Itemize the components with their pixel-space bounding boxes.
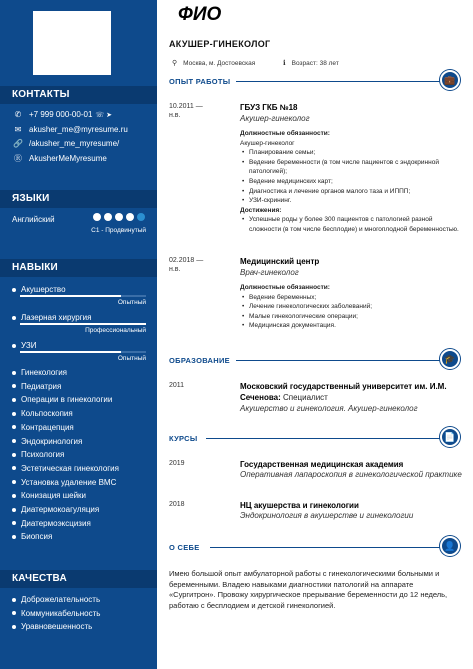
candidate-name: ФИО bbox=[178, 4, 222, 25]
link-icon: 🔗 bbox=[13, 139, 23, 148]
quality-item bbox=[12, 622, 92, 631]
bullet-icon bbox=[12, 384, 16, 388]
contact-link[interactable] bbox=[12, 139, 119, 148]
course-provider: Государственная медицинская академия bbox=[240, 460, 404, 469]
achievements-list bbox=[240, 215, 462, 234]
course-year: 2018 bbox=[169, 501, 185, 508]
bullet-icon bbox=[12, 521, 16, 525]
list-item: • УЗИ-скрининг. bbox=[240, 196, 462, 206]
skill-label: Диатермокоагуляция bbox=[21, 505, 100, 514]
skill-item bbox=[12, 450, 64, 459]
skill-label: Лазерная хирургия bbox=[21, 313, 92, 322]
contact-phone[interactable] bbox=[12, 110, 112, 119]
skill-label: Диатермоэксцизия bbox=[21, 518, 91, 528]
about-heading: О СЕБЕ bbox=[169, 543, 200, 552]
skills-heading: НАВЫКИ bbox=[0, 259, 157, 277]
rating-dot bbox=[137, 213, 145, 221]
skill-label: Эстетическая гинекология bbox=[21, 463, 119, 473]
location-text: Москва, м. Достоевская bbox=[183, 59, 256, 67]
experience-date: 10.2011 — н.в. bbox=[169, 103, 203, 119]
skype-icon: Ⓡ bbox=[14, 154, 22, 163]
position: Акушер-гинеколог bbox=[240, 114, 310, 123]
education-heading: ОБРАЗОВАНИЕ bbox=[169, 356, 230, 365]
course-item bbox=[240, 500, 462, 521]
employer: ГБУЗ ГКБ №18 bbox=[240, 103, 298, 112]
skill-item bbox=[12, 464, 119, 473]
bullet-icon bbox=[12, 466, 16, 470]
duties-intro: Акушер-гинеколог bbox=[240, 139, 295, 147]
divider bbox=[206, 438, 440, 439]
skill-label: Кольпоскопия bbox=[21, 409, 73, 419]
graduation-cap-icon: 🎓 bbox=[440, 349, 460, 369]
skill-item bbox=[12, 478, 116, 487]
courses-heading: КУРСЫ bbox=[169, 434, 198, 443]
skill-label: Контрацепция bbox=[21, 422, 74, 432]
briefcase-icon: 💼 bbox=[440, 70, 460, 90]
user-icon: 👤 bbox=[440, 536, 460, 556]
rating-dot bbox=[126, 213, 134, 221]
skill-bar-fill bbox=[20, 295, 121, 297]
skill-label: УЗИ bbox=[21, 341, 37, 350]
skype-text: AkusherMeMyresume bbox=[29, 154, 107, 163]
skill-label: Установка удаление ВМС bbox=[21, 477, 117, 487]
location bbox=[172, 59, 255, 67]
age bbox=[283, 59, 339, 67]
bullet-icon bbox=[12, 398, 16, 402]
skill-item bbox=[12, 423, 74, 432]
rating-dot bbox=[104, 213, 112, 221]
skill-item bbox=[12, 368, 67, 377]
list-item: • Медицинская документация. bbox=[240, 321, 462, 331]
email-text: akusher_me@myresume.ru bbox=[29, 125, 128, 134]
list-item: • Ведение беременности (в том числе пациентов с эндокринной патологией); bbox=[240, 158, 462, 177]
bullet-icon bbox=[12, 611, 16, 615]
rating-dot bbox=[115, 213, 123, 221]
bullet-icon bbox=[12, 535, 16, 539]
skill-item bbox=[12, 519, 91, 528]
education-year: 2011 bbox=[169, 382, 185, 389]
contacts-heading: КОНТАКТЫ bbox=[0, 86, 157, 104]
list-item: • Лечение гинекологических заболеваний; bbox=[240, 302, 462, 312]
bullet-icon bbox=[12, 412, 16, 416]
skill-item bbox=[12, 532, 52, 541]
job-title: АКУШЕР-ГИНЕКОЛОГ bbox=[169, 39, 271, 49]
quality-label: Коммуникабельность bbox=[21, 608, 101, 618]
bullet-icon bbox=[12, 288, 16, 292]
divider bbox=[236, 360, 440, 361]
sidebar bbox=[0, 0, 157, 669]
degree: Специалист bbox=[280, 393, 328, 402]
position: Врач-гинеколог bbox=[240, 268, 299, 277]
quality-item bbox=[12, 609, 100, 618]
course-item bbox=[240, 459, 462, 480]
bullet-icon bbox=[12, 598, 16, 602]
profile-photo bbox=[33, 11, 111, 75]
list-item: • Малые гинекологические операции; bbox=[240, 312, 462, 322]
skill-level: Профессиональный bbox=[85, 327, 146, 334]
language-rating bbox=[93, 213, 145, 221]
skill-label: Операции в гинекологии bbox=[21, 395, 113, 405]
university: Московский государственный университет им. И.М. Сеченова: bbox=[240, 382, 447, 402]
divider bbox=[236, 81, 440, 82]
skill-label: Психология bbox=[21, 450, 65, 460]
list-item: • Ведение медицинских карт; bbox=[240, 177, 462, 187]
bullet-icon bbox=[12, 494, 16, 498]
skill-label: Биопсия bbox=[21, 532, 53, 542]
list-item: • Успешные роды у более 300 пациентов с патологией разной сложности (в том числе бесплодие) и многоплодной беременностью. bbox=[240, 215, 462, 234]
duties-list bbox=[240, 148, 462, 206]
skill-item bbox=[12, 409, 73, 418]
skill-item bbox=[12, 382, 61, 391]
contact-email[interactable] bbox=[12, 125, 128, 134]
skill-label: Эндокринология bbox=[21, 436, 83, 446]
info-icon: ℹ bbox=[283, 60, 286, 67]
email-icon: ✉ bbox=[14, 125, 22, 134]
employer: Медицинский центр bbox=[240, 257, 320, 266]
age-text: Возраст: 38 лет bbox=[291, 59, 339, 67]
skill-level: Опытный bbox=[117, 299, 146, 306]
skill-bar-fill bbox=[20, 351, 121, 353]
list-item: • Ведение беременных; bbox=[240, 293, 462, 303]
language-level: С1 - Продвинутый bbox=[91, 227, 146, 234]
skill-level: Опытный bbox=[117, 355, 146, 362]
bullet-icon bbox=[12, 344, 16, 348]
course-name: Эндокринология в акушерстве и гинекологии bbox=[240, 511, 414, 520]
course-name: Оперативная лапароскопия в гинекологической практике bbox=[240, 470, 462, 479]
education-item bbox=[240, 381, 462, 415]
list-item: • Диагностика и лечение органов малого таза и ИППП; bbox=[240, 187, 462, 197]
course-year: 2019 bbox=[169, 460, 185, 467]
duties-list bbox=[240, 293, 462, 331]
telegram-icon: ➤ bbox=[106, 111, 113, 119]
duties-label: Должностные обязанности: bbox=[240, 284, 330, 291]
qualities-heading: КАЧЕСТВА bbox=[0, 570, 157, 588]
contact-skype[interactable] bbox=[12, 153, 107, 164]
skill-item bbox=[12, 395, 112, 404]
achievements-label: Достижения: bbox=[240, 206, 282, 214]
experience-date: 02.2018 — н.в. bbox=[169, 257, 204, 273]
language-name: Английский bbox=[12, 215, 55, 224]
bullet-icon bbox=[12, 508, 16, 512]
skill-item bbox=[12, 491, 86, 500]
whatsapp-icon: ☏ bbox=[95, 111, 105, 119]
skill-label: Гинекология bbox=[21, 368, 68, 377]
bullet-icon bbox=[12, 625, 16, 629]
skill-label: Конизация шейки bbox=[21, 491, 87, 501]
course-provider: НЦ акушерства и гинекологии bbox=[240, 501, 359, 510]
skill-item bbox=[12, 437, 82, 446]
skill-item bbox=[12, 505, 99, 514]
bullet-icon bbox=[12, 371, 16, 375]
document-icon: 📄 bbox=[440, 427, 460, 447]
duties-label: Должностные обязанности: bbox=[240, 130, 330, 137]
skill-item bbox=[12, 341, 37, 350]
bullet-icon bbox=[12, 480, 16, 484]
experience-heading: ОПЫТ РАБОТЫ bbox=[169, 77, 231, 86]
languages-heading: ЯЗЫКИ bbox=[0, 190, 157, 208]
experience-item bbox=[240, 102, 462, 235]
divider bbox=[210, 547, 440, 548]
skill-label: Акушерство bbox=[21, 285, 66, 294]
phone-text: +7 999 000-00-01 bbox=[29, 110, 93, 119]
skill-item bbox=[12, 313, 91, 322]
rating-dot bbox=[93, 213, 101, 221]
quality-label: Доброжелательность bbox=[21, 595, 101, 604]
phone-icon: ✆ bbox=[14, 110, 22, 119]
skill-label: Педиатрия bbox=[21, 381, 62, 391]
location-pin-icon: ⚲ bbox=[172, 60, 178, 67]
quality-item bbox=[12, 595, 100, 604]
link-text: /akusher_me_myresume/ bbox=[29, 139, 120, 148]
skill-item bbox=[12, 285, 66, 294]
quality-label: Уравновешенность bbox=[21, 622, 93, 631]
specialty: Акушерство и гинекология. Акушер-гинеколог bbox=[240, 404, 418, 413]
bullet-icon bbox=[12, 425, 16, 429]
bullet-icon bbox=[12, 439, 16, 443]
bullet-icon bbox=[12, 316, 16, 320]
experience-item bbox=[240, 256, 462, 331]
skill-bar-fill bbox=[20, 323, 146, 325]
list-item: • Планирование семьи; bbox=[240, 148, 462, 158]
about-text: Имею большой опыт амбулаторной работы с гинекологическими больными и беременными. Владею навыками диагностики патологий на аппарате «Сургитрон». Провожу хирургическое прерывание беременности до 12 недель, работаю с бесплодием и детской гинекологией. bbox=[169, 569, 448, 610]
bullet-icon bbox=[12, 453, 16, 457]
